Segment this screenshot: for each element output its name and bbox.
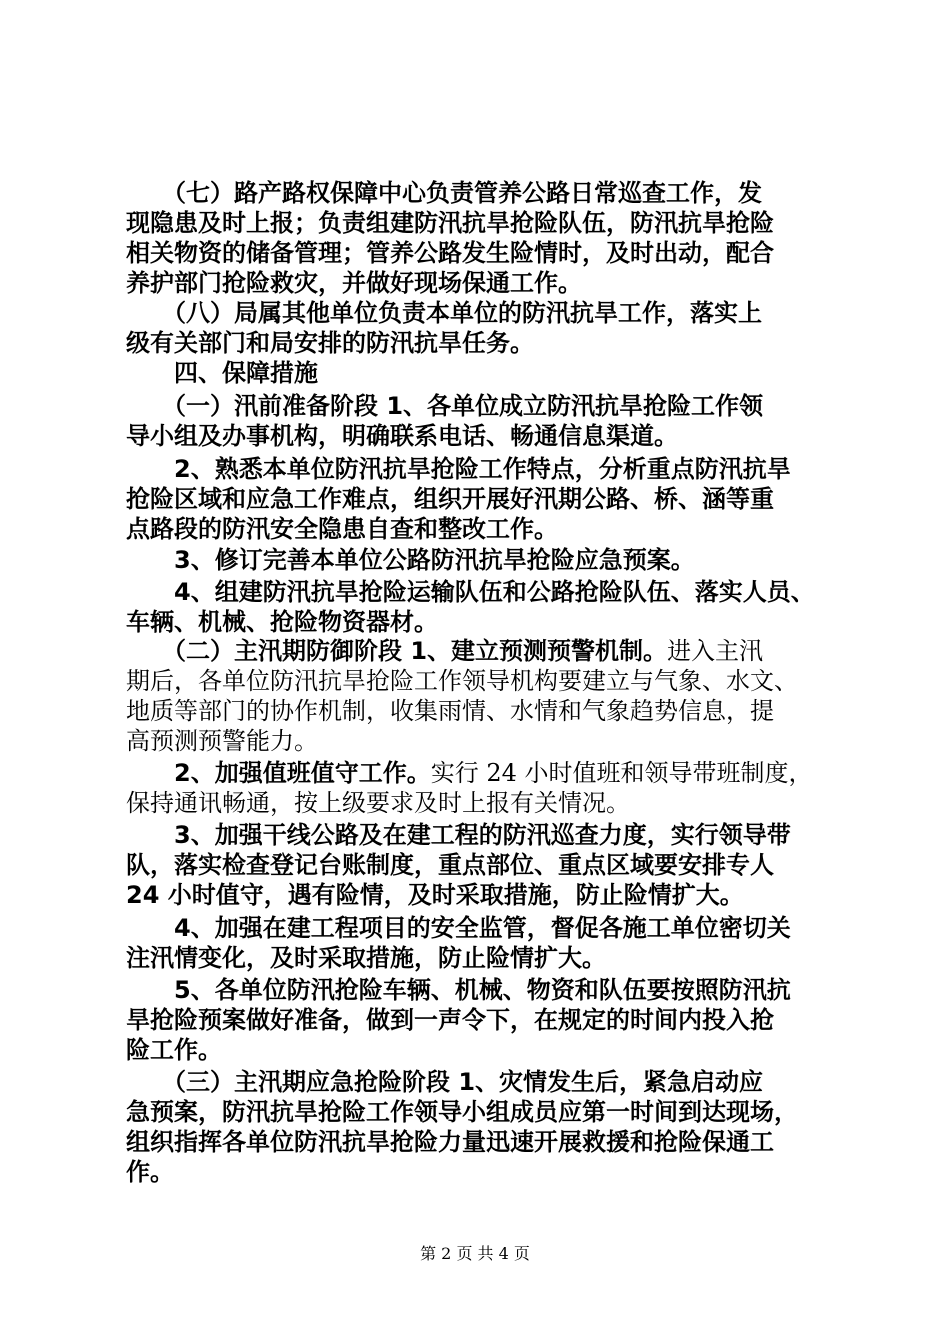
text-line: 养护部门抢险救灾，并做好现场保通工作。 (126, 269, 582, 297)
text-line: 点路段的防汛安全隐患自查和整改工作。 (126, 515, 558, 543)
text-line: 级有关部门和局安排的防汛抗旱任务。 (126, 329, 534, 357)
text-line: 4、组建防汛抗旱抢险运输队伍和公路抢险队伍、落实人员、 (126, 578, 815, 606)
text-line: 现隐患及时上报；负责组建防汛抗旱抢险队伍，防汛抗旱抢险 (126, 209, 774, 237)
text-line: 险工作。 (126, 1036, 222, 1064)
text-line: （八）局属其他单位负责本单位的防汛抗旱工作，落实上 (126, 299, 762, 327)
text-line: 3、加强干线公路及在建工程的防汛巡查力度，实行领导带 (126, 821, 791, 849)
text-line: 5、各单位防汛抢险车辆、机械、物资和队伍要按照防汛抗 (126, 976, 791, 1004)
text-line: 地质等部门的协作机制，收集雨情、水情和气象趋势信息，提 (126, 697, 774, 725)
text-line: 3、修订完善本单位公路防汛抗旱抢险应急预案。 (126, 546, 695, 574)
text-line: 高预测预警能力。 (126, 727, 318, 755)
bold-run: （二）主汛期防御阶段 1、建立预测预警机制。 (126, 637, 668, 665)
bold-run: 2、加强值班值守工作。 (126, 759, 431, 787)
page-footer: 第 2 页 共 4 页 (420, 1244, 530, 1263)
text-line: 保持通讯畅通，按上级要求及时上报有关情况。 (126, 789, 630, 817)
text-line (126, 758, 841, 788)
section-heading: 四、保障措施 (126, 359, 318, 387)
text-line: 队，落实检查登记台账制度，重点部位、重点区域要安排专人 (126, 851, 774, 879)
text-line: 期后，各单位防汛抗旱抢险工作领导机构要建立与气象、水文、 (126, 667, 798, 695)
text-line (126, 636, 841, 666)
text-line: 急预案，防汛抗旱抢险工作领导小组成员应第一时间到达现场， (126, 1098, 798, 1126)
text-line: 旱抢险预案做好准备，做到一声令下，在规定的时间内投入抢 (126, 1006, 774, 1034)
text-line: 相关物资的储备管理；管养公路发生险情时，及时出动，配合 (126, 239, 774, 267)
plain-run: 实行 24 小时值班和领导带班制度， (430, 759, 813, 787)
text-line: 组织指挥各单位防汛抗旱抢险力量迅速开展救援和抢险保通工 (126, 1128, 774, 1156)
text-line: 2、熟悉本单位防汛抗旱抢险工作特点，分析重点防汛抗旱 (126, 455, 791, 483)
text-line: 车辆、机械、抢险物资器材。 (126, 608, 438, 636)
text-line: （一）汛前准备阶段 1、各单位成立防汛抗旱抢险工作领 (126, 392, 764, 420)
plain-run: 进入主汛 (667, 637, 764, 665)
text-line: 抢险区域和应急工作难点，组织开展好汛期公路、桥、涵等重 (126, 485, 774, 513)
text-line: 24 小时值守，遇有险情，及时采取措施，防止险情扩大。 (126, 881, 744, 909)
text-line: 注汛情变化，及时采取措施，防止险情扩大。 (126, 944, 606, 972)
text-line: （七）路产路权保障中心负责管养公路日常巡查工作，发 (126, 179, 762, 207)
text-line: 4、加强在建工程项目的安全监管，督促各施工单位密切关 (126, 914, 791, 942)
text-line: 作。 (126, 1158, 174, 1186)
text-line: （三）主汛期应急抢险阶段 1、灾情发生后，紧急启动应 (126, 1068, 764, 1096)
text-line: 导小组及办事机构，明确联系电话、畅通信息渠道。 (126, 422, 678, 450)
